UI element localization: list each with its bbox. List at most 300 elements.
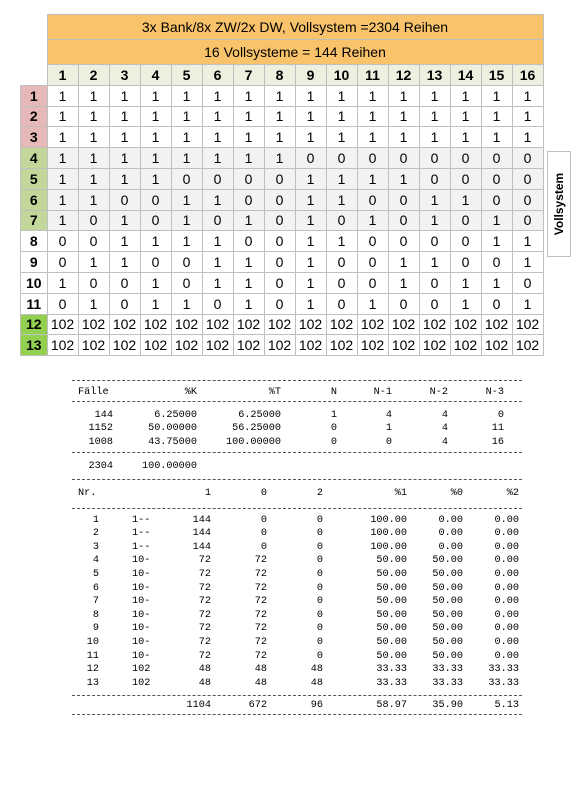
grid-cell[interactable]: 1 (512, 127, 543, 148)
report-cell: 0 (316, 596, 323, 608)
column-header[interactable]: 1 (47, 65, 78, 86)
grid-cell[interactable]: 1 (202, 85, 233, 106)
grid-cell[interactable]: 1 (140, 293, 171, 314)
column-header[interactable]: 4 (140, 65, 171, 86)
report-cell: 2304 (88, 461, 113, 473)
grid-cell[interactable]: 1 (233, 210, 264, 231)
grid-cell[interactable]: 102 (264, 335, 295, 356)
grid-cell[interactable]: 0 (78, 272, 109, 293)
report-cell: 10- (132, 582, 151, 594)
grid-cell[interactable]: 0 (388, 189, 419, 210)
grid-cell[interactable]: 1 (419, 106, 450, 127)
grid-cell[interactable]: 1 (357, 210, 388, 231)
row-header[interactable]: 9 (21, 252, 48, 273)
grid-cell[interactable]: 1 (357, 127, 388, 148)
grid-cell[interactable]: 1 (264, 148, 295, 169)
grid-cell[interactable]: 102 (109, 314, 140, 335)
grid-cell[interactable]: 1 (171, 127, 202, 148)
column-header[interactable]: 2 (78, 65, 109, 86)
grid-cell[interactable]: 1 (233, 85, 264, 106)
grid-cell[interactable]: 0 (171, 272, 202, 293)
grid-cell[interactable]: 1 (295, 252, 326, 273)
grid-cell[interactable]: 0 (512, 148, 543, 169)
grid-cell[interactable]: 1 (78, 189, 109, 210)
grid-cell[interactable]: 1 (295, 210, 326, 231)
column-header[interactable]: 3 (109, 65, 140, 86)
grid-cell[interactable]: 102 (450, 335, 481, 356)
grid-cell[interactable]: 102 (326, 335, 357, 356)
report-cell: 2 (92, 528, 99, 540)
report-cell: 16 (491, 436, 504, 448)
report-cell: 10- (132, 596, 151, 608)
grid-cell[interactable]: 102 (47, 335, 78, 356)
column-header[interactable]: 7 (233, 65, 264, 86)
grid-cell[interactable]: 0 (357, 272, 388, 293)
grid-cell[interactable]: 1 (202, 189, 233, 210)
grid-cell[interactable]: 0 (326, 210, 357, 231)
column-header[interactable]: 11 (357, 65, 388, 86)
grid-cell[interactable]: 0 (47, 231, 78, 252)
grid-cell[interactable]: 0 (140, 252, 171, 273)
report-cell: %1 (394, 487, 407, 499)
table-row (21, 148, 544, 169)
grid-cell[interactable]: 1 (481, 106, 512, 127)
summary-total (72, 461, 522, 475)
grid-cell[interactable]: 1 (388, 85, 419, 106)
grid-cell[interactable]: 0 (512, 210, 543, 231)
grid-cell[interactable]: 0 (109, 293, 140, 314)
grid-cell[interactable]: 1 (388, 272, 419, 293)
column-header[interactable]: 15 (481, 65, 512, 86)
report-cell: 13 (86, 677, 99, 689)
grid-cell[interactable]: 0 (419, 293, 450, 314)
grid-cell[interactable]: 1 (78, 148, 109, 169)
row-header[interactable]: 12 (21, 314, 48, 335)
grid-cell[interactable]: 1 (109, 85, 140, 106)
grid-cell[interactable]: 1 (295, 127, 326, 148)
grid-cell[interactable]: 1 (78, 85, 109, 106)
grid-cell[interactable]: 1 (47, 189, 78, 210)
grid-cell[interactable]: 1 (233, 272, 264, 293)
column-header[interactable]: 14 (450, 65, 481, 86)
grid-cell[interactable]: 1 (171, 189, 202, 210)
dashed-divider (72, 479, 522, 480)
grid-cell[interactable]: 1 (450, 189, 481, 210)
grid-cell[interactable]: 102 (388, 335, 419, 356)
grid-cell[interactable]: 1 (450, 106, 481, 127)
grid-cell[interactable]: 102 (109, 335, 140, 356)
grid-cell[interactable]: 1 (47, 106, 78, 127)
grid-cell[interactable]: 1 (388, 106, 419, 127)
grid-cell[interactable]: 102 (450, 314, 481, 335)
grid-cell[interactable]: 0 (202, 210, 233, 231)
report-cell: 50.00 (376, 568, 407, 580)
dashed-divider (72, 714, 522, 715)
report-cell: N-1 (373, 387, 392, 398)
grid-cell[interactable]: 0 (326, 148, 357, 169)
grid-cell[interactable]: 1 (233, 127, 264, 148)
grid-cell[interactable]: 0 (264, 252, 295, 273)
report-cell: 50.00 (432, 609, 463, 621)
grid-cell[interactable]: 102 (78, 314, 109, 335)
grid-cell[interactable]: 1 (109, 127, 140, 148)
grid-cell[interactable]: 1 (481, 272, 512, 293)
grid-cell[interactable]: 102 (233, 314, 264, 335)
grid-cell[interactable]: 1 (512, 231, 543, 252)
grid-cell[interactable]: 1 (140, 148, 171, 169)
grid-cell[interactable]: 1 (326, 106, 357, 127)
grid-cell[interactable]: 0 (264, 189, 295, 210)
grid-cell[interactable]: 1 (78, 252, 109, 273)
grid-cell[interactable]: 1 (109, 231, 140, 252)
grid-cell[interactable]: 1 (264, 127, 295, 148)
grid-cell[interactable]: 102 (481, 335, 512, 356)
grid-cell[interactable]: 1 (47, 85, 78, 106)
grid-cell[interactable]: 1 (481, 127, 512, 148)
grid-cell[interactable]: 0 (388, 210, 419, 231)
grid-cell[interactable]: 1 (202, 231, 233, 252)
table-row (21, 335, 544, 356)
grid-cell[interactable]: 102 (140, 335, 171, 356)
grid-cell[interactable]: 1 (326, 85, 357, 106)
report-cell: 72 (254, 650, 267, 662)
grid-cell[interactable]: 1 (47, 127, 78, 148)
grid-cell[interactable]: 1 (109, 210, 140, 231)
report-cell: 48 (310, 664, 323, 676)
grid-cell[interactable]: 0 (326, 252, 357, 273)
grid-cell[interactable]: 1 (140, 127, 171, 148)
dashed-divider (72, 401, 522, 402)
grid-cell[interactable]: 1 (419, 210, 450, 231)
grid-cell[interactable]: 0 (512, 272, 543, 293)
report-cell: 72 (198, 568, 211, 580)
row-header[interactable]: 6 (21, 189, 48, 210)
grid-cell[interactable]: 0 (47, 293, 78, 314)
row-header[interactable]: 13 (21, 335, 48, 356)
grid-cell[interactable]: 0 (264, 231, 295, 252)
grid-cell[interactable]: 0 (264, 210, 295, 231)
report-cell: 10- (132, 568, 151, 580)
row-header[interactable]: 3 (21, 127, 48, 148)
column-header[interactable]: 12 (388, 65, 419, 86)
grid-cell[interactable]: 0 (233, 168, 264, 189)
grid-cell[interactable]: 1 (295, 168, 326, 189)
grid-cell[interactable]: 0 (171, 168, 202, 189)
grid-cell[interactable]: 1 (512, 85, 543, 106)
grid-cell[interactable]: 0 (450, 210, 481, 231)
grid-cell[interactable]: 1 (419, 189, 450, 210)
grid-cell[interactable]: 102 (419, 314, 450, 335)
grid-cell[interactable]: 1 (140, 106, 171, 127)
grid-cell[interactable]: 1 (47, 272, 78, 293)
grid-cell[interactable]: 1 (202, 252, 233, 273)
grid-cell[interactable]: 0 (481, 293, 512, 314)
grid-cell[interactable]: 0 (450, 168, 481, 189)
row-header[interactable]: 4 (21, 148, 48, 169)
grid-cell[interactable]: 1 (140, 231, 171, 252)
grid-cell[interactable]: 102 (47, 314, 78, 335)
grid-cell[interactable]: 1 (326, 168, 357, 189)
grid-cell[interactable]: 102 (326, 314, 357, 335)
grid-cell[interactable]: 1 (233, 293, 264, 314)
report-cell: 35.90 (432, 700, 463, 712)
grid-cell[interactable]: 102 (171, 314, 202, 335)
grid-cell[interactable]: 1 (450, 127, 481, 148)
report-cell: %0 (450, 487, 463, 499)
grid-cell[interactable]: 0 (109, 272, 140, 293)
grid-cell[interactable]: 0 (78, 210, 109, 231)
table-row (21, 106, 544, 127)
grid-cell[interactable]: 1 (109, 106, 140, 127)
column-header[interactable]: 10 (326, 65, 357, 86)
grid-cell[interactable]: 1 (171, 85, 202, 106)
report-cell: 0 (260, 528, 267, 540)
report-cell: 100.00000 (225, 436, 281, 448)
grid-cell[interactable]: 1 (233, 148, 264, 169)
title-row-1[interactable]: 3x Bank/8x ZW/2x DW, Vollsystem =2304 Reihen (47, 15, 543, 40)
grid-cell[interactable]: 0 (140, 210, 171, 231)
grid-cell[interactable]: 1 (171, 231, 202, 252)
grid-cell[interactable]: 1 (295, 293, 326, 314)
grid-cell[interactable]: 1 (202, 106, 233, 127)
grid-cell[interactable]: 0 (481, 189, 512, 210)
grid-cell[interactable]: 1 (419, 85, 450, 106)
title-row-2[interactable]: 16 Vollsysteme = 144 Reihen (47, 40, 543, 65)
grid-cell[interactable]: 1 (295, 85, 326, 106)
grid-cell[interactable]: 0 (481, 252, 512, 273)
grid-cell[interactable]: 102 (481, 314, 512, 335)
grid-cell[interactable]: 1 (202, 148, 233, 169)
grid-cell[interactable]: 1 (171, 148, 202, 169)
grid-cell[interactable]: 102 (233, 335, 264, 356)
report-cell: 72 (198, 609, 211, 621)
grid-cell[interactable]: 0 (357, 252, 388, 273)
grid-cell[interactable]: 0 (419, 168, 450, 189)
report-cell: %T (268, 387, 281, 398)
grid-cell[interactable]: 102 (78, 335, 109, 356)
report-cell: 10- (132, 555, 151, 567)
report-cell: 0 (316, 528, 323, 540)
table-row (21, 168, 544, 189)
grid-cell[interactable]: 1 (78, 168, 109, 189)
report-cell: 72 (254, 609, 267, 621)
grid-cell[interactable]: 1 (357, 168, 388, 189)
report-cell: 48 (198, 664, 211, 676)
row-header[interactable]: 1 (21, 85, 48, 106)
grid-cell[interactable]: 0 (481, 148, 512, 169)
column-header[interactable]: 16 (512, 65, 543, 86)
grid-cell[interactable]: 1 (78, 106, 109, 127)
grid-cell[interactable]: 1 (140, 272, 171, 293)
report-cell: 0.00 (494, 555, 519, 567)
row-header[interactable]: 8 (21, 231, 48, 252)
grid-cell[interactable]: 102 (202, 314, 233, 335)
grid-cell[interactable]: 0 (233, 189, 264, 210)
grid-cell[interactable]: 0 (419, 148, 450, 169)
row-header[interactable]: 2 (21, 106, 48, 127)
grid-cell[interactable]: 1 (481, 210, 512, 231)
grid-cell[interactable]: 1 (419, 127, 450, 148)
report-cell: 0.00 (438, 541, 463, 553)
grid-cell[interactable]: 1 (202, 272, 233, 293)
grid-cell[interactable]: 1 (264, 85, 295, 106)
grid-cell[interactable]: 0 (357, 189, 388, 210)
report-cell: 672 (248, 700, 267, 712)
grid-cell[interactable]: 1 (140, 85, 171, 106)
report-cell: 0 (316, 541, 323, 553)
detail-totals (72, 700, 522, 714)
grid-cell[interactable]: 0 (326, 272, 357, 293)
grid-cell[interactable]: 0 (388, 148, 419, 169)
grid-cell[interactable]: 0 (388, 293, 419, 314)
column-header[interactable]: 9 (295, 65, 326, 86)
grid-cell[interactable]: 0 (202, 293, 233, 314)
grid-cell[interactable]: 1 (47, 148, 78, 169)
grid-cell[interactable]: 0 (171, 252, 202, 273)
grid-cell[interactable]: 1 (481, 85, 512, 106)
grid-cell[interactable]: 102 (357, 335, 388, 356)
grid-cell[interactable]: 102 (388, 314, 419, 335)
report-cell: 50.00000 (148, 423, 197, 435)
grid-cell[interactable]: 1 (357, 85, 388, 106)
grid-cell[interactable]: 102 (264, 314, 295, 335)
grid-cell[interactable]: 1 (450, 272, 481, 293)
grid-cell[interactable]: 1 (47, 168, 78, 189)
grid-cell[interactable]: 1 (109, 168, 140, 189)
grid-cell[interactable]: 102 (512, 335, 543, 356)
grid-cell[interactable]: 0 (233, 231, 264, 252)
row-header[interactable]: 5 (21, 168, 48, 189)
grid-cell[interactable]: 0 (47, 252, 78, 273)
report-cell: 48 (254, 677, 267, 689)
grid-cell[interactable]: 1 (326, 127, 357, 148)
grid-cell[interactable]: 0 (295, 148, 326, 169)
report-cell: 100.00 (370, 541, 407, 553)
grid-cell[interactable]: 0 (357, 231, 388, 252)
grid-cell[interactable]: 102 (295, 335, 326, 356)
grid-cell[interactable]: 1 (233, 252, 264, 273)
report-cell: 50.00 (432, 636, 463, 648)
grid-cell[interactable]: 0 (419, 272, 450, 293)
grid-cell[interactable]: 1 (388, 168, 419, 189)
grid-cell[interactable]: 0 (264, 168, 295, 189)
grid-cell[interactable]: 0 (450, 252, 481, 273)
grid-cell[interactable]: 1 (357, 293, 388, 314)
grid-cell[interactable]: 0 (419, 231, 450, 252)
grid-cell[interactable]: 1 (357, 106, 388, 127)
report-cell: 6 (92, 582, 99, 594)
column-header[interactable]: 5 (171, 65, 202, 86)
grid-cell[interactable]: 1 (78, 127, 109, 148)
detail-row (72, 623, 522, 637)
report-cell: 50.00 (376, 609, 407, 621)
grid-cell[interactable]: 1 (512, 293, 543, 314)
grid-cell[interactable]: 0 (450, 231, 481, 252)
report-cell: 102 (132, 664, 151, 676)
grid-cell[interactable]: 102 (419, 335, 450, 356)
grid-cell[interactable]: 1 (140, 168, 171, 189)
grid-cell[interactable]: 0 (512, 168, 543, 189)
table-row (21, 293, 544, 314)
table-row (21, 210, 544, 231)
grid-cell[interactable]: 1 (512, 252, 543, 273)
column-header[interactable]: 8 (264, 65, 295, 86)
grid-cell[interactable]: 1 (326, 231, 357, 252)
grid-cell[interactable]: 1 (171, 293, 202, 314)
grid-cell[interactable]: 0 (388, 231, 419, 252)
report-cell: 0 (497, 409, 504, 421)
report-cell: 0 (316, 623, 323, 635)
column-header[interactable]: 13 (419, 65, 450, 86)
grid-cell[interactable]: 0 (202, 168, 233, 189)
grid-cell[interactable]: 1 (78, 293, 109, 314)
grid-cell[interactable]: 1 (450, 293, 481, 314)
report-cell: 0.00 (438, 514, 463, 526)
grid-cell[interactable]: 1 (419, 252, 450, 273)
grid-cell[interactable]: 0 (140, 189, 171, 210)
grid-cell[interactable]: 1 (47, 210, 78, 231)
grid-cell[interactable]: 102 (512, 314, 543, 335)
grid-cell[interactable]: 1 (109, 148, 140, 169)
report-cell: %2 (506, 487, 519, 499)
report-cell: 1-- (132, 541, 151, 553)
grid-cell[interactable]: 0 (78, 231, 109, 252)
column-header[interactable]: 6 (202, 65, 233, 86)
row-header[interactable]: 11 (21, 293, 48, 314)
grid-cell[interactable]: 102 (171, 335, 202, 356)
grid-cell[interactable]: 0 (512, 189, 543, 210)
report-cell: %K (184, 387, 197, 398)
grid-cell[interactable]: 1 (326, 189, 357, 210)
grid-cell[interactable]: 102 (357, 314, 388, 335)
report-cell: 4 (92, 555, 99, 567)
grid-cell[interactable]: 1 (171, 210, 202, 231)
grid-cell[interactable]: 0 (264, 272, 295, 293)
detail-row (72, 610, 522, 624)
report-cell: 72 (198, 636, 211, 648)
grid-cell[interactable]: 1 (295, 272, 326, 293)
grid-cell[interactable]: 1 (233, 106, 264, 127)
grid-cell[interactable]: 0 (450, 148, 481, 169)
table-row (21, 252, 544, 273)
grid-cell[interactable]: 0 (357, 148, 388, 169)
report-cell: 100.00000 (141, 461, 197, 473)
grid-cell[interactable]: 1 (295, 189, 326, 210)
grid-cell[interactable]: 102 (140, 314, 171, 335)
row-header[interactable]: 10 (21, 272, 48, 293)
report-cell: 10 (86, 636, 99, 648)
report-cell: 0.00 (494, 568, 519, 580)
grid-cell[interactable]: 1 (264, 106, 295, 127)
grid-cell[interactable]: 1 (295, 231, 326, 252)
row-header[interactable]: 7 (21, 210, 48, 231)
grid-cell[interactable]: 1 (388, 252, 419, 273)
grid-cell[interactable]: 102 (295, 314, 326, 335)
grid-cell[interactable]: 1 (481, 231, 512, 252)
grid-cell[interactable]: 0 (109, 189, 140, 210)
grid-cell[interactable]: 0 (481, 168, 512, 189)
grid-cell[interactable]: 1 (512, 106, 543, 127)
grid-cell[interactable]: 0 (264, 293, 295, 314)
grid-cell[interactable]: 1 (388, 127, 419, 148)
grid-cell[interactable]: 102 (202, 335, 233, 356)
grid-cell[interactable]: 1 (171, 106, 202, 127)
grid-cell[interactable]: 1 (295, 106, 326, 127)
grid-cell[interactable]: 1 (450, 85, 481, 106)
grid-cell[interactable]: 0 (326, 293, 357, 314)
grid-cell[interactable]: 1 (202, 127, 233, 148)
grid-cell[interactable]: 1 (109, 252, 140, 273)
